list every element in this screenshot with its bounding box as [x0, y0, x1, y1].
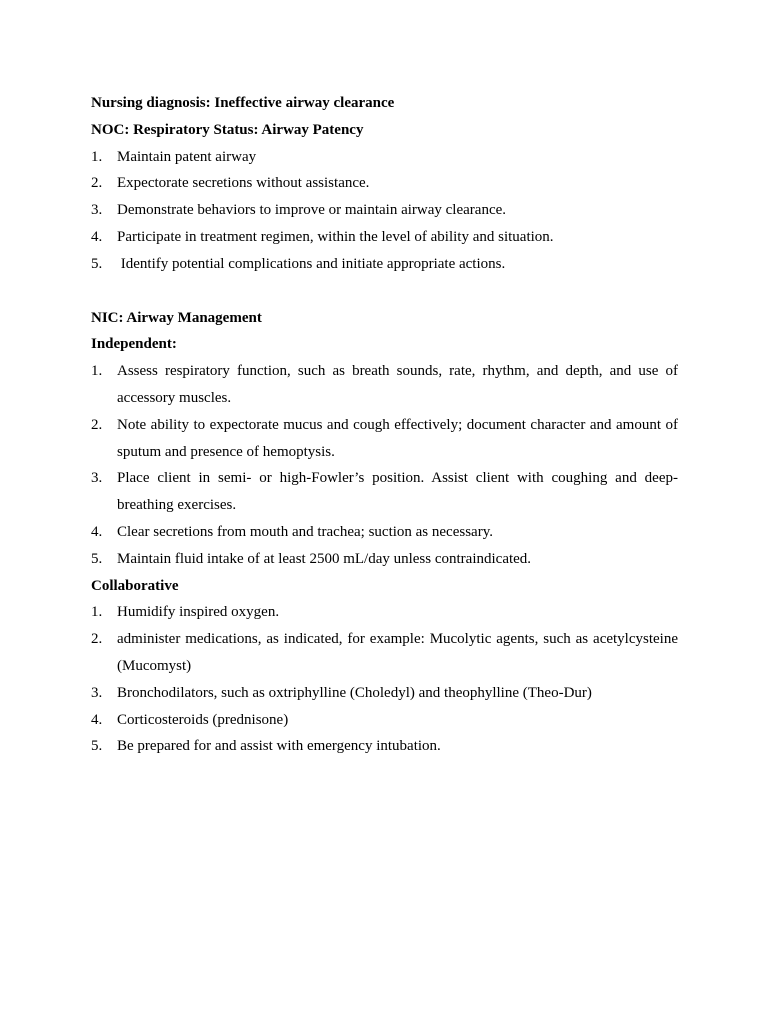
- list-item: [91, 599, 678, 626]
- list-item: [91, 197, 678, 224]
- item-text: Identify potential complications and initiate appropriate actions.: [117, 255, 506, 272]
- list-item: [91, 224, 678, 251]
- item-text: Expectorate secretions without assistance.: [117, 175, 370, 192]
- item-number: 5.: [91, 255, 103, 272]
- section-spacer: [91, 278, 678, 305]
- item-number: 1.: [91, 604, 103, 621]
- list-item: [91, 412, 678, 466]
- list-item: [91, 465, 678, 519]
- item-number: 1.: [91, 148, 103, 165]
- list-item: [91, 707, 678, 734]
- item-text: Participate in treatment regimen, within the level of ability and situation.: [117, 228, 554, 245]
- item-number: 5.: [91, 738, 103, 755]
- nic-heading: NIC: Airway Management: [91, 309, 262, 326]
- independent-list: [91, 358, 678, 572]
- list-item: [91, 733, 678, 760]
- list-item: [91, 680, 678, 707]
- item-text: Clear secretions from mouth and trachea; suction as necessary.: [117, 523, 493, 540]
- collaborative-heading: Collaborative: [91, 577, 179, 594]
- document-content: [91, 90, 678, 760]
- item-text: Humidify inspired oxygen.: [117, 604, 280, 621]
- item-text: Maintain fluid intake of at least 2500 mL/day unless contraindicated.: [117, 550, 532, 567]
- nursing-diagnosis-heading: Nursing diagnosis: Ineffective airway clearance: [91, 95, 395, 111]
- item-number: 3.: [91, 470, 103, 487]
- item-text: Place client in semi- or high-Fowler’s position. Assist client with coughing and deep-breathing exercises.: [117, 470, 678, 514]
- list-item: [91, 519, 678, 546]
- list-item: [91, 144, 678, 171]
- list-item: [91, 251, 678, 278]
- item-text: administer medications, as indicated, for example: Mucolytic agents, such as acetylcysteine (Mucomyst): [117, 631, 678, 674]
- item-text: Demonstrate behaviors to improve or maintain airway clearance.: [117, 202, 507, 219]
- item-number: 4.: [91, 228, 103, 245]
- item-number: 3.: [91, 684, 103, 701]
- item-text: Maintain patent airway: [117, 148, 257, 165]
- item-number: 1.: [91, 363, 103, 380]
- item-text: Be prepared for and assist with emergency intubation.: [117, 738, 441, 755]
- item-number: 2.: [91, 416, 103, 433]
- item-number: 4.: [91, 711, 103, 728]
- list-item: [91, 626, 678, 680]
- item-number: 2.: [91, 175, 103, 192]
- list-item: [91, 546, 678, 573]
- item-number: 5.: [91, 550, 103, 567]
- collaborative-list: [91, 599, 678, 760]
- independent-heading: Independent:: [91, 336, 177, 353]
- item-text: Note ability to expectorate mucus and cough effectively; document character and amount of sputum and presence of hemoptysis.: [117, 416, 678, 460]
- noc-list: [91, 144, 678, 278]
- item-number: 2.: [91, 631, 103, 648]
- item-text: Bronchodilators, such as oxtriphylline (Choledyl) and theophylline (Theo-Dur): [117, 684, 592, 701]
- item-number: 3.: [91, 202, 103, 219]
- item-text: Assess respiratory function, such as breath sounds, rate, rhythm, and depth, and use of accessory muscles.: [117, 363, 678, 406]
- list-item: [91, 170, 678, 197]
- noc-heading: NOC: Respiratory Status: Airway Patency: [91, 121, 364, 138]
- item-number: 4.: [91, 523, 103, 540]
- list-item: [91, 358, 678, 412]
- item-text: Corticosteroids (prednisone): [117, 711, 289, 728]
